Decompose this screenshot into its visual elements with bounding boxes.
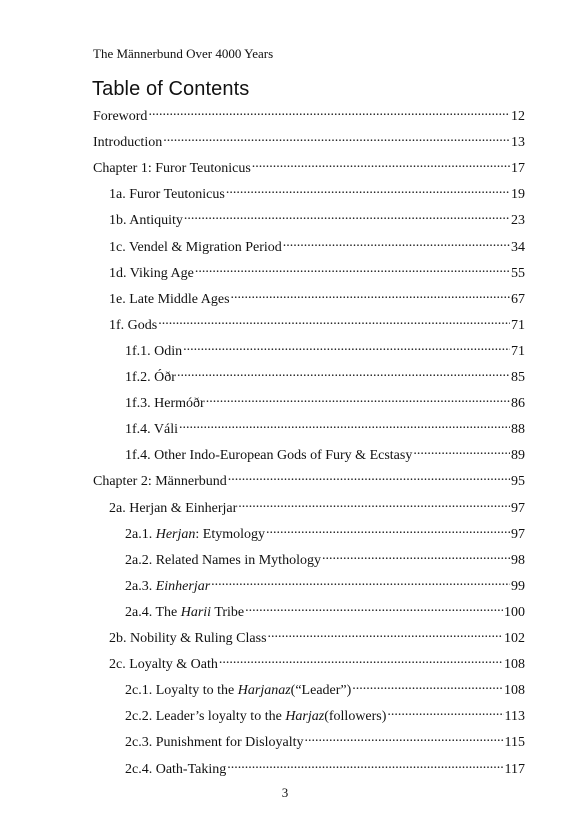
dot-leader <box>179 419 510 433</box>
toc-entry-page-number: 115 <box>504 735 525 751</box>
toc-entry-line <box>125 576 525 595</box>
toc-entry-title-text: Chapter 1: Furor Teutonicus <box>93 161 251 177</box>
toc-entry-line <box>93 132 525 151</box>
dot-leader <box>195 263 510 277</box>
dot-leader <box>184 210 510 224</box>
toc-entry-title-text: 2c.4. Oath-Taking <box>125 761 227 777</box>
toc-entry-title-italic: Harjanaz <box>237 683 291 699</box>
toc-entry-title <box>109 266 194 282</box>
toc-entry[interactable] <box>0 285 570 311</box>
toc-entry-line <box>109 315 525 334</box>
dot-leader <box>163 132 510 146</box>
toc-entry-page-number: 12 <box>511 109 525 124</box>
toc-entry[interactable] <box>0 650 570 676</box>
toc-entry-line <box>109 210 525 229</box>
toc-entry-title-text: Tribe <box>211 604 245 620</box>
toc-entry[interactable] <box>0 206 570 232</box>
dot-leader <box>252 158 510 172</box>
toc-entry[interactable] <box>0 363 570 389</box>
toc-entry-title-text: 2c.3. Punishment for Disloyalty <box>125 735 304 751</box>
dot-leader <box>227 759 503 773</box>
toc-entry-title-text: 2a.3. <box>125 578 156 594</box>
toc-entry[interactable] <box>0 520 570 546</box>
toc-entry-title-text: 2a.1. <box>125 526 156 542</box>
toc-entry-title-text: 1f. Gods <box>109 317 158 333</box>
toc-entry[interactable] <box>0 102 570 128</box>
toc-entry-title-text: 1f.4. Váli <box>125 422 179 438</box>
toc-entry-title <box>125 396 205 412</box>
dot-leader <box>219 654 503 668</box>
toc-entry-page-number: 34 <box>511 239 525 255</box>
toc-entry-page-number: 55 <box>511 265 525 281</box>
toc-entry-line <box>125 393 525 412</box>
toc-entry-title <box>125 344 182 360</box>
dot-leader <box>177 367 510 381</box>
toc-entry[interactable] <box>0 624 570 650</box>
toc-entry-page-number: 97 <box>511 500 525 516</box>
toc-entry-title <box>93 161 251 177</box>
toc-entry-title <box>125 709 386 725</box>
toc-entry-title <box>125 448 412 464</box>
toc-entry-line <box>125 732 525 751</box>
toc-entry-page-number: 99 <box>511 578 525 594</box>
dot-leader <box>211 576 510 590</box>
toc-entry[interactable] <box>0 598 570 624</box>
toc-entry-title-text: 2a.2. Related Names in Mythology <box>125 552 321 568</box>
toc-entry-page-number: 89 <box>511 448 525 464</box>
toc-entry-page-number: 95 <box>511 474 525 490</box>
toc-entry-title <box>109 318 157 334</box>
toc-entry[interactable] <box>0 337 570 363</box>
dot-leader <box>183 341 510 355</box>
page-number: 3 <box>281 785 289 800</box>
toc-entry[interactable] <box>0 728 570 754</box>
dot-leader <box>226 184 510 198</box>
dot-leader <box>231 289 510 303</box>
toc-entry-title-text: Introduction <box>93 135 163 151</box>
toc-entry[interactable] <box>0 755 570 781</box>
toc-entry-title <box>109 240 282 256</box>
toc-entry-title-text: 2c.1. Loyalty to the <box>125 683 238 699</box>
toc-entry-line <box>109 628 525 647</box>
toc-entry-title <box>109 501 237 517</box>
toc-entry-title-text: 2a.4. The <box>125 604 181 620</box>
toc-entry-page-number: 108 <box>504 657 525 673</box>
toc-entry-title-text: 2b. Nobility & Ruling Class <box>109 631 267 646</box>
toc-entry-line <box>125 602 525 621</box>
toc-entry-title-italic: Einherjar <box>155 578 211 594</box>
toc-entry-title-text: 2a. Herjan & Einherjar <box>109 500 238 516</box>
toc-entry-title-text: 1f.3. Hermóðr <box>125 396 205 412</box>
toc-entry-page-number: 85 <box>511 370 525 385</box>
toc-entry[interactable] <box>0 128 570 154</box>
toc-entry[interactable] <box>0 572 570 598</box>
toc-entry-title <box>125 527 265 543</box>
toc-entry-title <box>109 292 230 308</box>
toc-entry-page-number: 13 <box>511 135 525 151</box>
toc-entry-line <box>125 341 525 360</box>
toc-entry-line <box>125 550 525 569</box>
toc-entry[interactable] <box>0 415 570 441</box>
toc-entry-title-text: 1b. Antiquity <box>109 213 183 229</box>
toc-entry-line <box>125 706 525 725</box>
dot-leader <box>158 315 510 329</box>
toc-entry-title-text: Chapter 2: Männerbund <box>93 474 227 490</box>
toc-entry[interactable] <box>0 311 570 337</box>
dot-leader <box>148 106 510 120</box>
toc-entry-page-number: 86 <box>511 396 525 412</box>
toc-entry-line <box>109 184 525 203</box>
toc-entry-page-number: 113 <box>504 709 525 725</box>
toc-entry-title-text: Foreword <box>93 109 148 124</box>
toc-entry-line <box>125 419 525 438</box>
toc-entry[interactable] <box>0 180 570 206</box>
toc-entry-title-text: 1a. Furor Teutonicus <box>109 187 225 203</box>
toc-entry-page-number: 102 <box>504 631 525 646</box>
toc-entry-title-text: 1f.4. Other Indo-European Gods of Fury & Ecstasy <box>125 448 413 464</box>
toc-entry-line <box>109 498 525 517</box>
toc-heading: Table of Contents <box>92 78 250 100</box>
toc-entry-title <box>109 213 183 229</box>
toc-entry-page-number: 67 <box>511 291 525 307</box>
toc-entry-title <box>93 135 162 151</box>
toc-entry-title <box>93 109 147 125</box>
toc-entry-page-number: 98 <box>511 552 525 568</box>
dot-leader <box>238 498 510 512</box>
toc-entry-page-number: 108 <box>504 683 525 699</box>
dot-leader <box>305 732 504 746</box>
toc-entry-title <box>125 422 178 438</box>
toc-entry-title <box>125 683 351 699</box>
toc-entry-line <box>109 289 525 308</box>
toc-entry-title-text: 1e. Late Middle Ages <box>109 291 230 307</box>
toc-entry-title-text: 1c. Vendel & Migration Period <box>109 239 282 255</box>
toc-entry-page-number: 117 <box>504 761 525 777</box>
toc-entry-title-italic: Herjan <box>155 526 196 542</box>
toc-entry[interactable] <box>0 702 570 728</box>
toc-entry-title-text: (“Leader”) <box>290 683 352 699</box>
toc-entry-line <box>93 106 525 125</box>
toc-entry[interactable] <box>0 233 570 259</box>
toc-entry[interactable] <box>0 441 570 467</box>
dot-leader <box>413 445 510 459</box>
toc-entry[interactable] <box>0 676 570 702</box>
toc-entry-line <box>125 367 525 386</box>
toc-entry-page-number: 23 <box>511 213 525 229</box>
toc-entry[interactable] <box>0 154 570 180</box>
toc-entry-page-number: 71 <box>511 343 525 359</box>
toc-entry-title <box>109 187 225 203</box>
toc-entry-title-italic: Harjaz <box>285 709 325 725</box>
toc-entry-title-text: : Etymology <box>195 526 266 542</box>
dot-leader <box>387 706 503 720</box>
toc-entry-line <box>93 471 525 490</box>
dot-leader <box>228 471 510 485</box>
toc-entry-title-italic: Harii <box>180 604 212 620</box>
toc-entry-page-number: 17 <box>511 161 525 177</box>
toc-entry-page-number: 88 <box>511 422 525 438</box>
toc-entry-title <box>125 735 304 751</box>
toc-entry-title-text: 1f.2. Óðr <box>125 370 176 385</box>
toc-entry-title-text: 2c. Loyalty & Oath <box>109 657 218 673</box>
toc-entry-page-number: 100 <box>504 604 525 620</box>
toc-entry-title <box>125 605 244 621</box>
toc-entry[interactable] <box>0 494 570 520</box>
dot-leader <box>268 628 503 642</box>
toc-entry-title <box>109 631 267 647</box>
toc-entry-page-number: 71 <box>511 317 525 333</box>
toc-entry[interactable] <box>0 389 570 415</box>
toc-entry-title <box>125 553 321 569</box>
toc-entry[interactable] <box>0 467 570 493</box>
toc-entry-title-text: 2c.2. Leader’s loyalty to the <box>125 709 286 725</box>
toc-entry-line <box>109 263 525 282</box>
toc-entry-title <box>125 579 210 595</box>
toc-entry-line <box>125 445 525 464</box>
toc-entry-page-number: 97 <box>511 526 525 542</box>
toc-entry-title <box>109 657 218 673</box>
toc-entry-title <box>93 474 227 490</box>
dot-leader <box>206 393 510 407</box>
dot-leader <box>266 524 510 538</box>
toc-entry-title-text: 1f.1. Odin <box>125 343 183 359</box>
toc-entry[interactable] <box>0 259 570 285</box>
toc-entry-title <box>125 370 176 386</box>
toc-entry-title-text: (followers) <box>324 709 387 725</box>
toc-entry-page-number: 19 <box>511 187 525 203</box>
toc-entry-line <box>125 759 525 778</box>
running-header: The Männerbund Over 4000 Years <box>93 46 274 61</box>
toc-entry-title <box>125 762 226 778</box>
toc-entry-line <box>125 680 525 699</box>
dot-leader <box>283 237 510 251</box>
dot-leader <box>245 602 503 616</box>
toc-entry-line <box>93 158 525 177</box>
toc-entry-line <box>109 237 525 256</box>
toc-entry-line <box>109 654 525 673</box>
dot-leader <box>352 680 503 694</box>
toc-entry-line <box>125 524 525 543</box>
toc-entry[interactable] <box>0 546 570 572</box>
dot-leader <box>322 550 510 564</box>
toc-entry-title-text: 1d. Viking Age <box>109 265 194 281</box>
